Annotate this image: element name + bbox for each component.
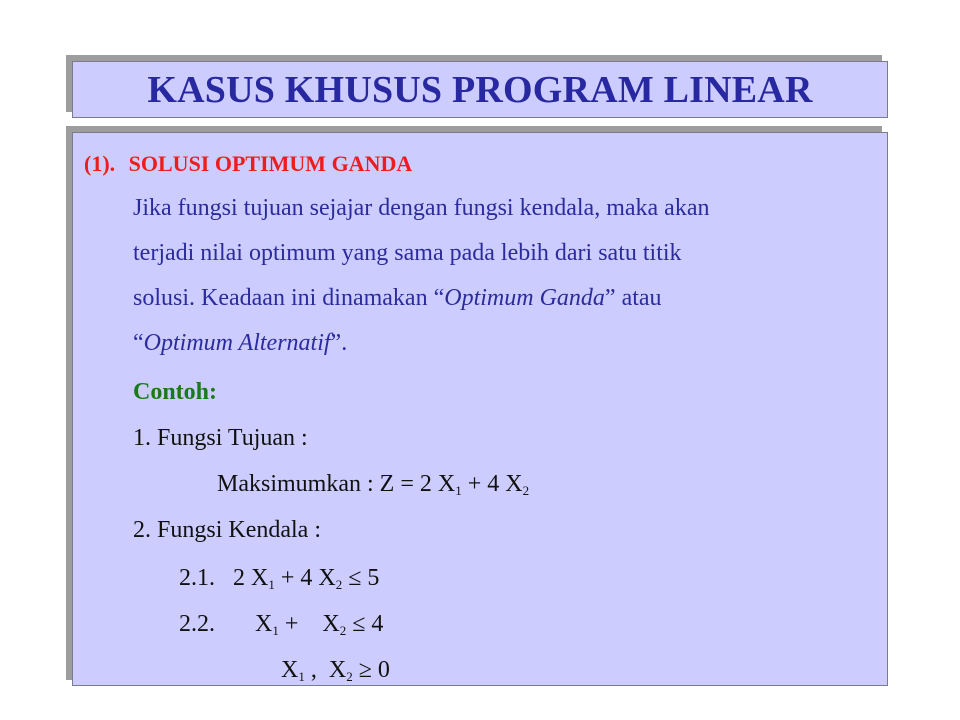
section-title: SOLUSI OPTIMUM GANDA — [128, 151, 413, 176]
nonneg-term-a: X — [281, 657, 299, 683]
content-box — [72, 132, 888, 686]
optimum-ganda-term: Optimum Ganda — [444, 285, 605, 311]
objective-sub-1: 1 — [455, 483, 462, 498]
section-number: (1). — [84, 151, 116, 176]
paragraph-line-1: Jika fungsi tujuan sejajar dengan fungsi kendala, maka akan — [133, 195, 710, 221]
section-heading — [84, 151, 412, 177]
constraint-2-sub-1: 1 — [272, 623, 279, 638]
nonneg-sub-2: 2 — [346, 669, 353, 684]
constraint-1-sub-2: 2 — [335, 577, 343, 592]
constraint-1-relation: ≤ 5 — [348, 565, 380, 591]
constraint-2-relation: ≤ 4 — [352, 611, 384, 637]
objective-label: 1. Fungsi Tujuan : — [133, 425, 308, 451]
paragraph-line-4 — [133, 330, 347, 357]
constraint-1-sub-1: 1 — [268, 577, 275, 592]
title-box — [72, 61, 888, 118]
nonneg-relation: ≥ 0 — [358, 657, 390, 683]
paragraph-line-3 — [133, 285, 662, 312]
slide-title: KASUS KHUSUS PROGRAM LINEAR — [147, 68, 813, 111]
paragraph-line-4-a: “ — [133, 330, 144, 356]
constraint-1 — [179, 565, 379, 593]
constraints-label: 2. Fungsi Kendala : — [133, 517, 321, 543]
nonneg-term-b: , X — [304, 657, 347, 683]
constraint-2 — [179, 611, 383, 639]
paragraph-line-3-b: ” atau — [604, 285, 662, 311]
nonneg-sub-1: 1 — [298, 669, 305, 684]
constraint-2-number: 2.2. — [179, 611, 215, 637]
constraint-2-term-a: X — [255, 611, 273, 637]
optimum-alternatif-term: Optimum Alternatif — [143, 330, 331, 356]
objective-prefix: Maksimumkan : Z = 2 X — [217, 471, 456, 497]
objective-sub-2: 2 — [522, 483, 530, 498]
constraint-1-term-a: 2 X — [233, 565, 269, 591]
objective-term-2: + 4 X — [467, 471, 523, 497]
constraint-2-term-b: + X — [284, 611, 340, 637]
constraint-2-sub-2: 2 — [339, 623, 347, 638]
constraint-1-number: 2.1. — [179, 565, 215, 591]
objective-function — [217, 471, 529, 499]
example-label: Contoh: — [133, 379, 218, 405]
paragraph-line-2: terjadi nilai optimum yang sama pada lebih dari satu titik — [133, 240, 682, 266]
non-negativity-constraint — [281, 657, 390, 685]
constraint-1-term-b: + 4 X — [280, 565, 336, 591]
paragraph-line-3-a: solusi. Keadaan ini dinamakan “ — [133, 285, 445, 311]
paragraph-line-4-b: ”. — [330, 330, 348, 356]
